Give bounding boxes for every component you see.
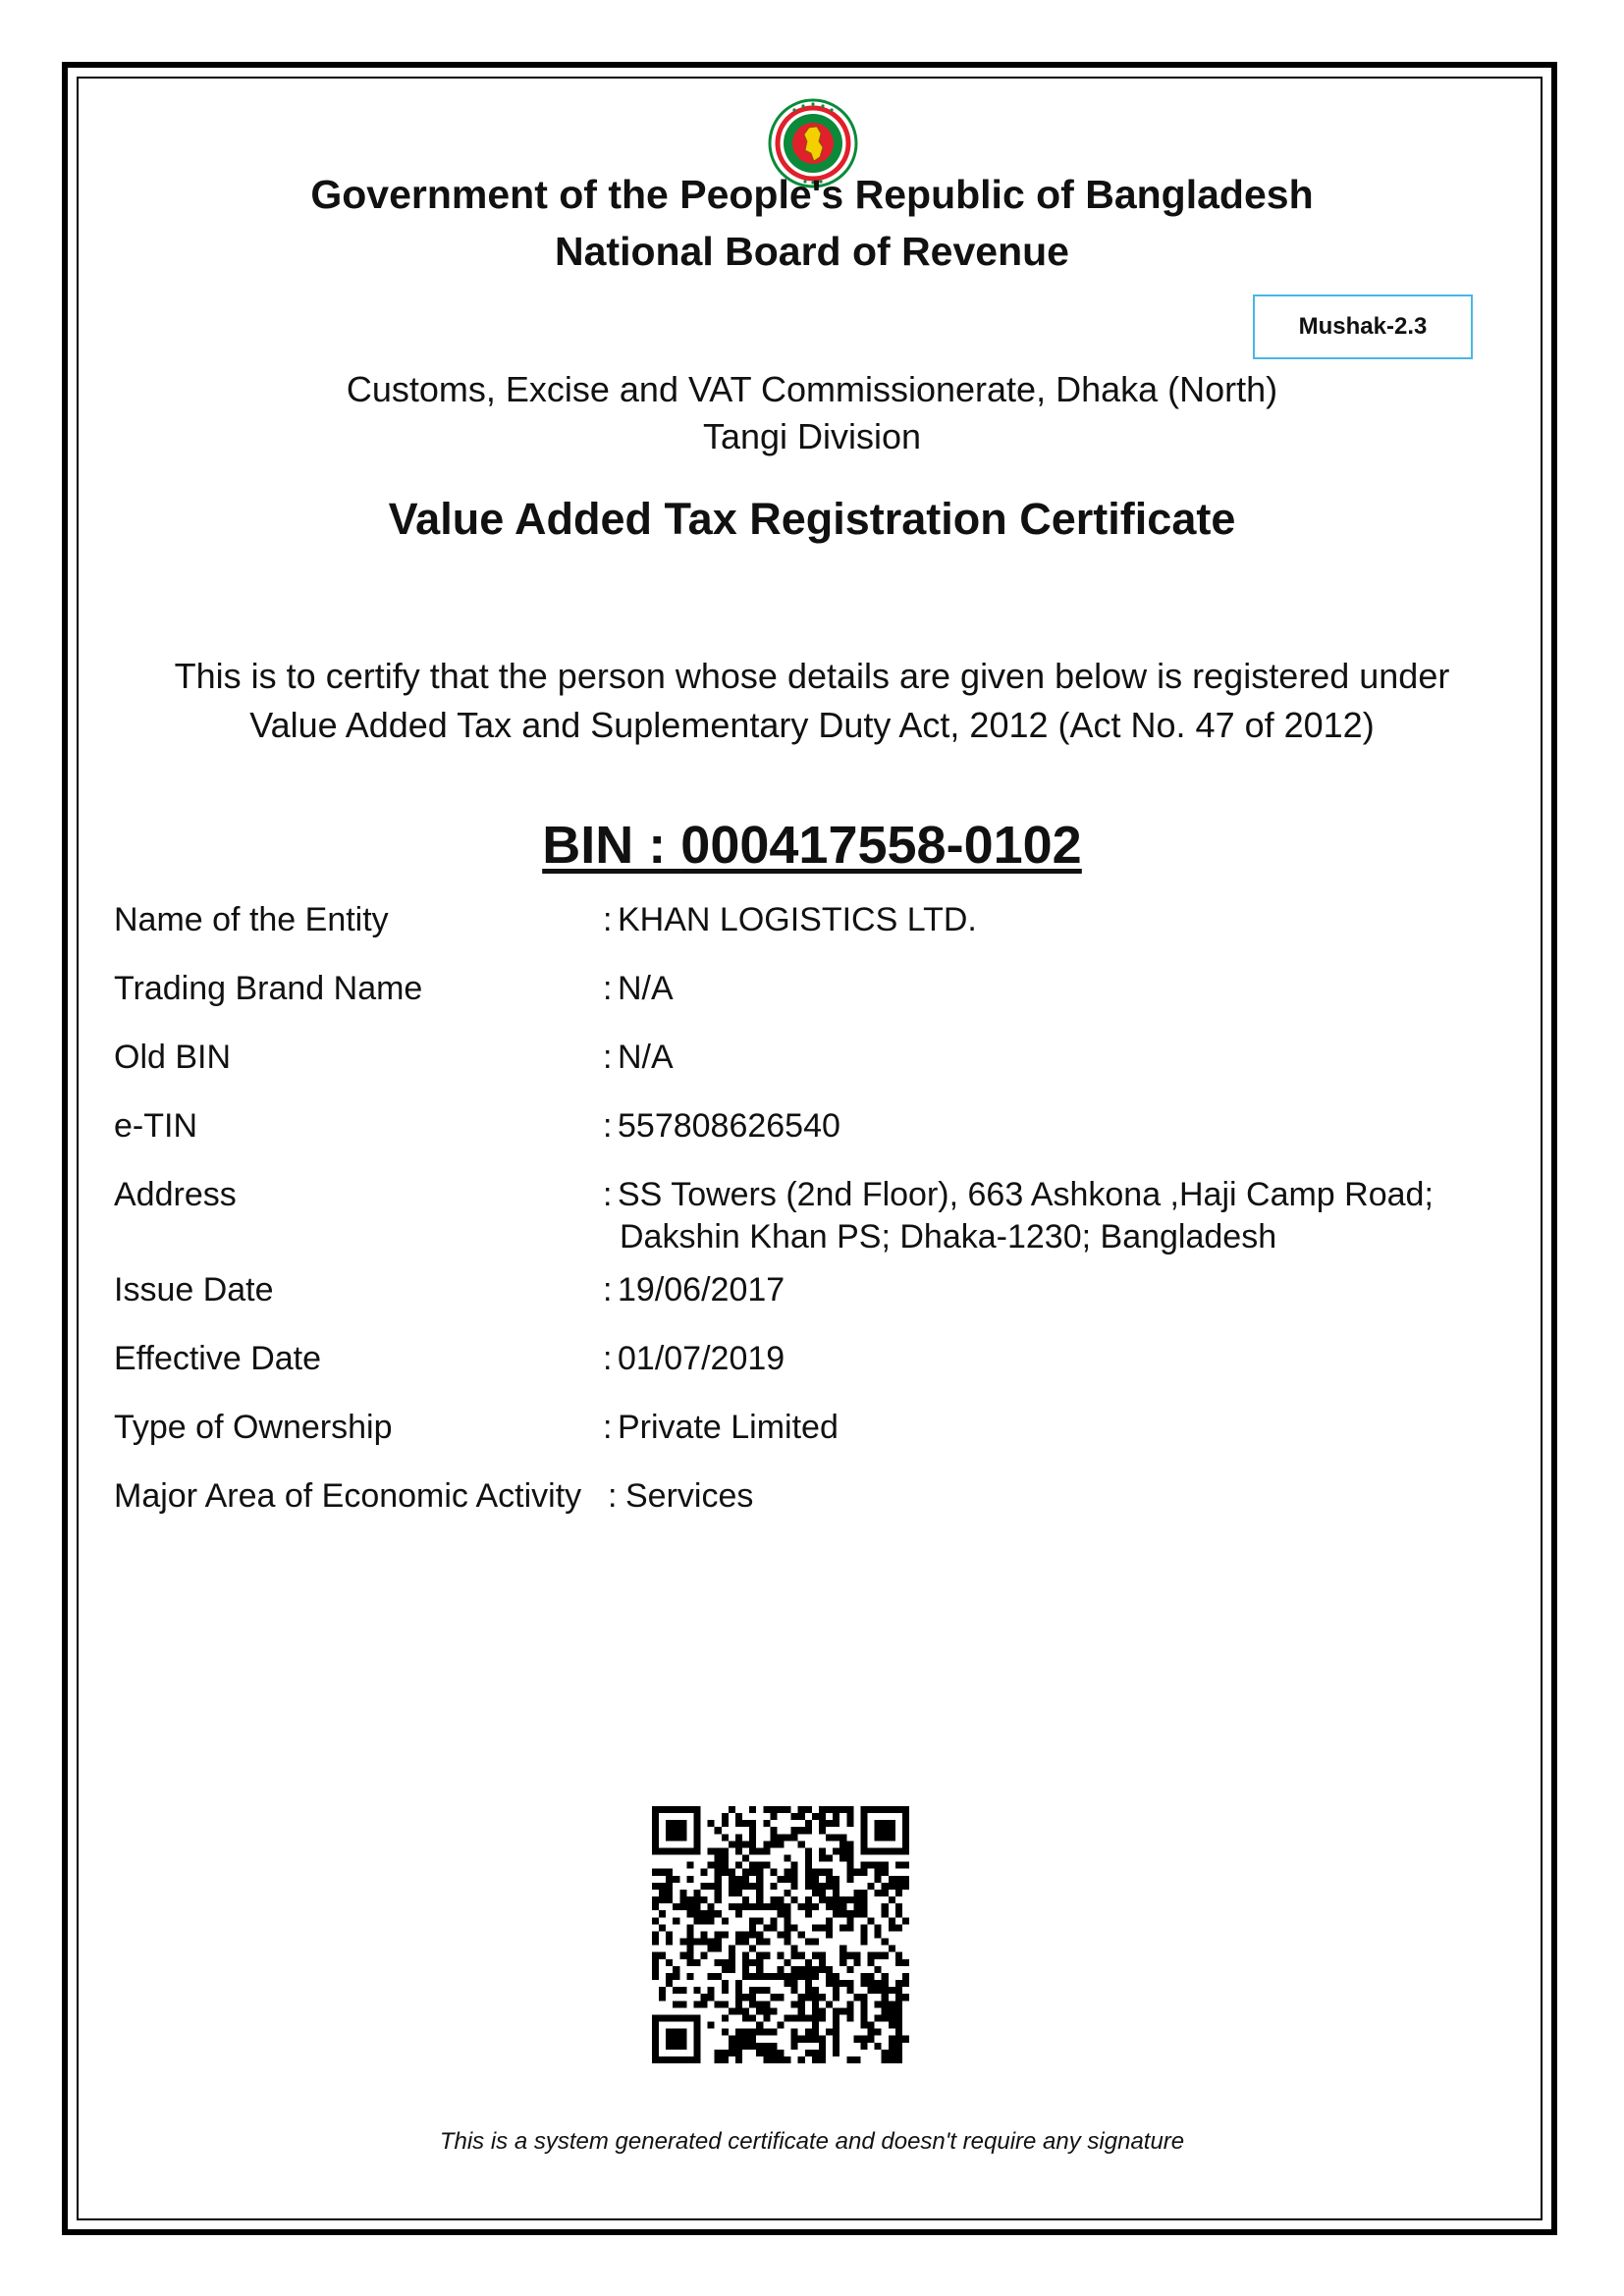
detail-value: Private Limited [618,1409,839,1446]
bin-number: 000417558-0102 [680,816,1082,875]
detail-value: 557808626540 [618,1107,840,1145]
detail-value: N/A [618,1039,674,1076]
detail-label: e-TIN [114,1107,197,1145]
detail-separator: : [603,901,613,938]
board-title: National Board of Revenue [555,229,1069,274]
detail-label: Issue Date [114,1271,274,1308]
detail-separator: : [608,1477,618,1515]
detail-separator: : [603,1039,613,1076]
detail-separator: : [603,970,613,1007]
qr-code [652,1806,909,2063]
certificate-title: Value Added Tax Registration Certificate [388,494,1236,544]
detail-separator: : [603,1271,613,1308]
detail-value: 19/06/2017 [618,1271,785,1308]
detail-value: SS Towers (2nd Floor), 663 Ashkona ,Haji Camp Road; [618,1176,1434,1213]
form-code-badge [1253,294,1473,359]
detail-label: Name of the Entity [114,901,389,938]
detail-label: Address [114,1176,237,1213]
division-name: Tangi Division [702,416,922,456]
detail-label: Trading Brand Name [114,970,423,1007]
detail-separator: : [603,1176,613,1213]
detail-value: 01/07/2019 [618,1340,785,1377]
commissionerate-name: Customs, Excise and VAT Commissionerate, Dhaka (North) [346,369,1278,409]
detail-value: N/A [618,970,674,1007]
detail-separator: : [603,1107,613,1145]
certification-statement-line-2: Value Added Tax and Suplementary Duty Act, 2012 (Act No. 47 of 2012) [249,705,1375,745]
detail-value: KHAN LOGISTICS LTD. [618,901,977,938]
detail-value-line-2: Dakshin Khan PS; Dhaka-1230; Bangladesh [620,1218,1277,1255]
detail-separator: : [603,1409,613,1446]
detail-separator: : [603,1340,613,1377]
detail-label: Old BIN [114,1039,232,1076]
footer-note: This is a system generated certificate and doesn't require any signature [439,2128,1185,2155]
detail-label: Type of Ownership [114,1409,393,1446]
bin-heading [0,815,1624,876]
detail-label: Effective Date [114,1340,322,1377]
detail-value: Services [625,1477,754,1515]
bin-label: BIN : [542,816,681,875]
form-code-label: Mushak-2.3 [1298,313,1428,340]
government-title: Government of the People's Republic of Bangladesh [310,172,1314,217]
detail-label: Major Area of Economic Activity [114,1477,582,1515]
certification-statement-line-1: This is to certify that the person whose details are given below is registered under [174,656,1450,696]
